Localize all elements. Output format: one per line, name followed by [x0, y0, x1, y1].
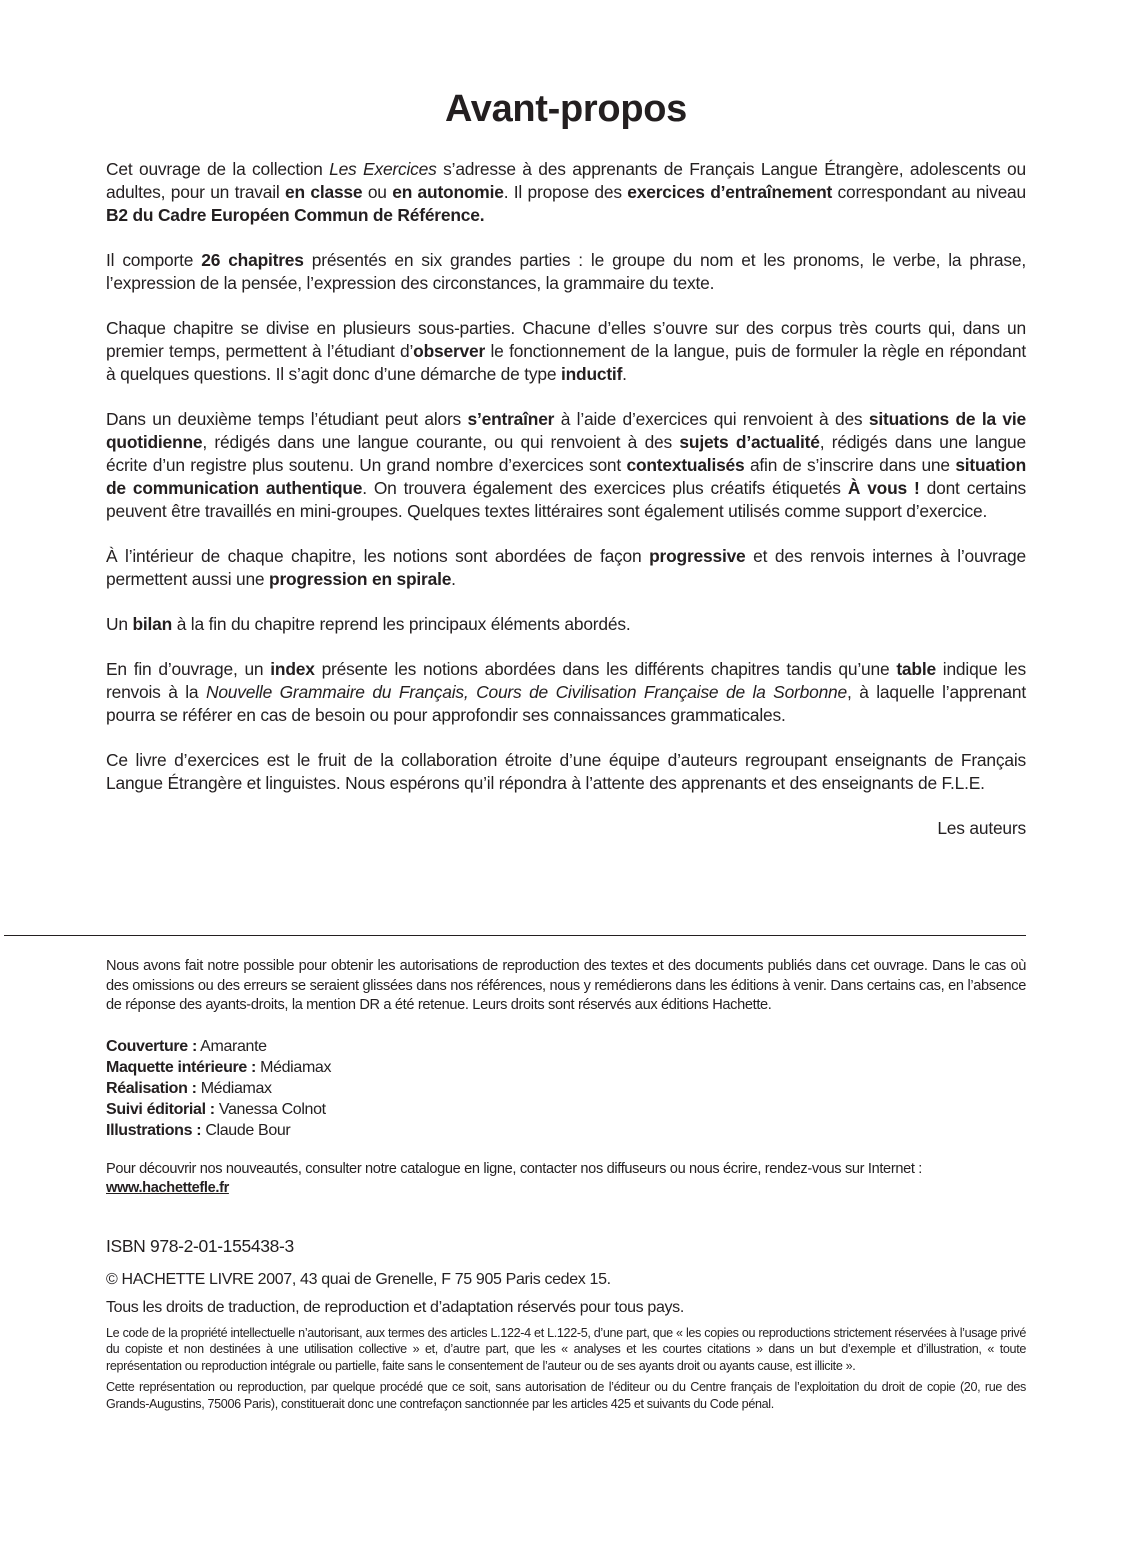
paragraph-structure — [106, 317, 1026, 386]
catalog-text — [106, 1160, 1026, 1199]
legal-notice-1: Le code de la propriété intellectuelle n’autorisant, aux termes des articles L.122-4 et L.122-5, d’une part, que « les copies ou reproductions strictement réservées à l’usage privé du copiste et non destinées à une utilisation collective » et, d’autre part, que les « analyses et les courtes citations » dans un but d’exemple et d’illustration, « toute représentation ou reproduction intégrale ou partielle, faite sans le consentement de l’auteur ou de ses ayants droit ou ayants cause, est illicite ». — [106, 1325, 1026, 1373]
text-run: présentés en six grandes parties : le groupe du nom et les pronoms, le verbe, la phrase, l’expression de la pensée, l’expression des circonstances, la grammaire du texte. — [106, 250, 1027, 293]
italic-run: Nouvelle Grammaire du Français, Cours de Civilisation Française de la Sorbonne — [205, 682, 847, 702]
bold-run: progressive — [649, 546, 746, 566]
text-run: s’adresse à des apprenants de Français Langue Étrangère, adolescents ou adultes, pour un travail — [106, 159, 1027, 202]
text-run: indique les renvois à la — [106, 659, 1026, 702]
permissions-notice: Nous avons fait notre possible pour obtenir les autorisations de reproduction des textes et des documents publiés dans cet ouvrage. Dans le cas où des omissions ou des erreurs se seraient glissées dans nos références, nous y remédierons dans les éditions à venir. Dans certains cas, en l’absence de réponse des ayants-droits, la mention DR a été retenue. Leurs droits sont réservés aux éditions Hachette. — [106, 958, 1026, 1013]
text-run: Dans un deuxième temps l’étudiant peut alors — [106, 409, 468, 429]
text-run: le fonctionnement de la langue, puis de formuler la règle en répondant à quelques questions. Il s’agit donc d’une démarche de type — [106, 341, 1026, 384]
credit-value: Claude Bour — [201, 1121, 291, 1139]
text-run: . — [451, 569, 456, 589]
bold-run: en classe — [285, 182, 363, 202]
text-run: . — [622, 364, 627, 384]
divider-line — [4, 935, 1026, 936]
credit-value: Amarante — [196, 1037, 267, 1055]
text-run: , à laquelle l’apprenant pourra se référer en cas de besoin ou pour approfondir ses connaissances grammaticales. — [106, 682, 1026, 725]
bold-run: table — [896, 659, 936, 679]
bold-run: contextualisés — [626, 455, 745, 475]
paragraph-intro — [106, 158, 1026, 227]
credit-production — [106, 1078, 1026, 1099]
text-run: , rédigés dans une langue écrite d’un registre plus soutenu. Un grand nombre d’exercices sont — [106, 432, 1026, 475]
credit-editorial — [106, 1099, 1026, 1120]
bold-run: observer — [413, 341, 486, 361]
text-run: ou — [362, 182, 393, 202]
text-run: Cet ouvrage de la collection — [106, 159, 330, 179]
text-run: à l’aide d’exercices qui renvoient à des — [554, 409, 869, 429]
text-run: et des renvois internes à l’ouvrage permettent aussi une — [106, 546, 1027, 589]
page-title: Avant-propos — [445, 88, 687, 130]
bold-run: exercices d’entraînement — [627, 182, 833, 202]
rights-line: Tous les droits de traduction, de reproduction et d’adaptation réservés pour tous pays. — [106, 1298, 684, 1316]
paragraph-index — [106, 658, 1026, 727]
paragraph-bilan — [106, 613, 1026, 636]
text-run: , rédigés dans une langue courante, ou qui renvoient à des — [202, 432, 680, 452]
paragraph-chapters — [106, 249, 1026, 295]
bold-run: situation de communication authentique — [106, 455, 1026, 498]
foreword-body — [106, 158, 1026, 862]
text-run: En fin d’ouvrage, un — [106, 659, 271, 679]
text-run: Un — [106, 614, 133, 634]
bold-run: 26 chapitres — [201, 250, 304, 270]
credit-layout — [106, 1057, 1026, 1078]
text-run: dont certains peuvent être travaillés en mini-groupes. Quelques textes littéraires sont également utilisés comme support d’exercice. — [106, 478, 1026, 521]
paragraph-collaboration: Ce livre d’exercices est le fruit de la collaboration étroite d’une équipe d’auteurs regroupant enseignants de Français Langue Étrangère et linguistes. Nous espérons qu’il répondra à l’attente des apprenants et des enseignants de F.L.E. — [106, 750, 1026, 793]
credit-label: Couverture : — [106, 1037, 197, 1055]
text-run: afin de s’inscrire dans une — [744, 455, 956, 475]
credit-cover — [106, 1036, 1026, 1057]
bold-run: bilan — [132, 614, 173, 634]
credits-section — [106, 957, 1026, 1412]
credit-illustrations — [106, 1120, 1026, 1141]
italic-run: Les Exercices — [329, 159, 437, 179]
text-run: correspondant au niveau — [832, 182, 1026, 202]
bold-run: progression en spirale — [269, 569, 452, 589]
isbn: ISBN 978-2-01-155438-3 — [106, 1235, 294, 1256]
bold-run: À vous ! — [847, 478, 920, 498]
bold-run: B2 du Cadre Européen Commun de Référence. — [106, 205, 485, 225]
text-run: À l’intérieur de chaque chapitre, les notions sont abordées de façon — [106, 546, 650, 566]
paragraph-progression — [106, 545, 1026, 591]
text-run: présente les notions abordées dans les différents chapitres tandis qu’une — [314, 659, 897, 679]
bold-run: index — [270, 659, 315, 679]
signature: Les auteurs — [937, 818, 1026, 838]
bold-run: en autonomie — [392, 182, 504, 202]
credit-label: Réalisation : — [106, 1079, 197, 1097]
text-run: . Il propose des — [503, 182, 628, 202]
bold-run: sujets d’actualité — [679, 432, 820, 452]
text-run: à la fin du chapitre reprend les principaux éléments abordés. — [172, 614, 631, 634]
website-link[interactable]: www.hachettefle.fr — [106, 1180, 229, 1196]
credit-label: Maquette intérieure : — [106, 1058, 257, 1076]
credit-value: Vanessa Colnot — [214, 1100, 326, 1118]
text-run: . On trouvera également des exercices plus créatifs étiquetés — [362, 478, 848, 498]
bold-run: s’entraîner — [467, 409, 555, 429]
text-run: Chaque chapitre se divise en plusieurs sous-parties. Chacune d’elles s’ouvre sur des corpus très courts qui, dans un premier temps, permettent à l’étudiant d’ — [106, 318, 1026, 361]
text-run: Il comporte — [106, 250, 202, 270]
legal-notice-2: Cette représentation ou reproduction, par quelque procédé que ce soit, sans autorisation de l’éditeur ou du Centre français de l’exploitation du droit de copie (20, rue des Grands-Augustins, 75006 Paris), constituerait donc une contrefaçon sanctionnée par les articles 425 et suivants du Code pénal. — [106, 1380, 1026, 1411]
credit-label: Illustrations : — [106, 1121, 202, 1139]
paragraph-exercises — [106, 408, 1026, 523]
copyright-line: © HACHETTE LIVRE 2007, 43 quai de Grenelle, F 75 905 Paris cedex 15. — [106, 1270, 611, 1288]
credit-label: Suivi éditorial : — [106, 1100, 215, 1118]
bold-run: inductif — [560, 364, 623, 384]
credit-value: Médiamax — [196, 1079, 272, 1097]
credit-value: Médiamax — [256, 1058, 332, 1076]
bold-run: situations de la vie quotidienne — [106, 409, 1026, 452]
credit-list — [106, 1036, 1026, 1141]
catalog-sentence: Pour découvrir nos nouveautés, consulter notre catalogue en ligne, contacter nos diffuseurs ou nous écrire, rendez-vous sur Internet : — [106, 1160, 922, 1177]
